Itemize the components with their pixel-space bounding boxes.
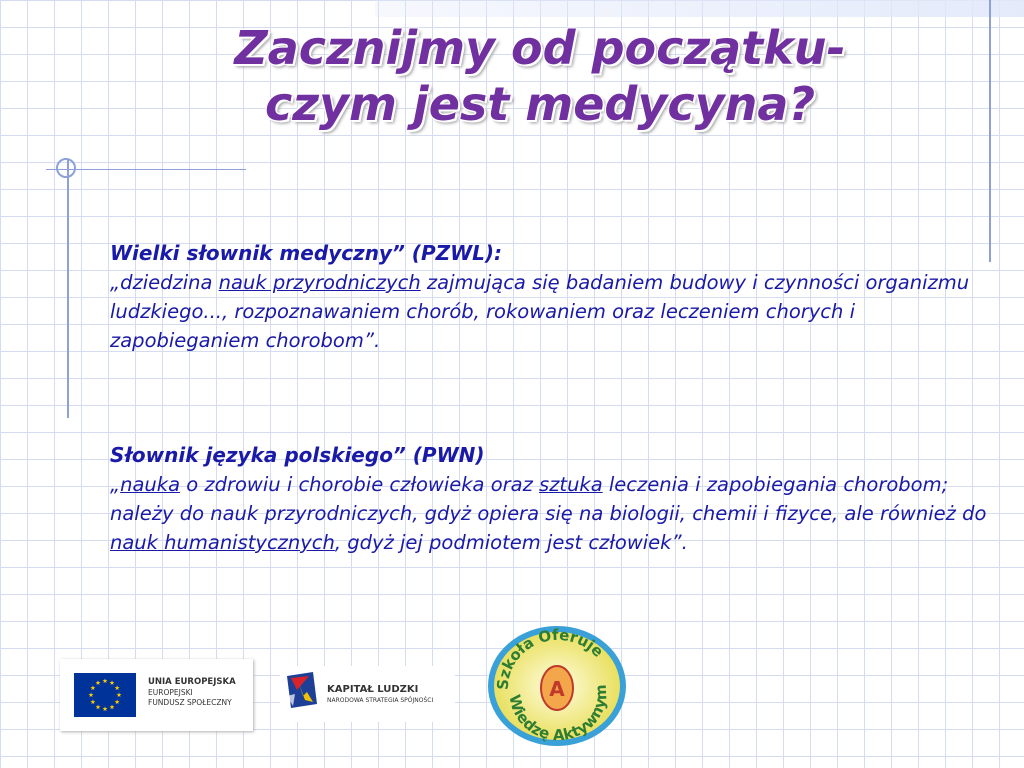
eu-line-3: FUNDUSZ SPOŁECZNY [148,698,232,707]
decor-line-horizontal [46,169,246,170]
kapital-ludzki-text [327,683,433,705]
top-decor-band [375,0,1024,17]
kapital-ludzki-icon [283,670,319,710]
link-sztuka[interactable]: sztuka [539,473,603,496]
link-nauka[interactable]: nauka [120,473,181,496]
page-title [150,20,930,132]
kl-line-2: NARODOWA STRATEGIA SPÓJNOŚCI [327,697,434,704]
decor-line-right [989,0,991,262]
text-fragment: zajmująca się badaniem budowy i czynności organizmu ludzkiego..., rozpoznawaniem chorób, rokowaniem oraz leczeniem chorych i zapobieganiem chorobom”. [110,271,970,352]
text-fragment: „ [110,473,121,496]
eu-logo [60,659,253,731]
text-fragment: leczenia i zapobiegania chorobom; należy do nauk przyrodniczych, gdyż opiera się na biologii, chemii i fizyce, ale również do [110,473,987,525]
school-emblem-icon [486,624,628,748]
school-letter: A [549,677,565,701]
title-line-1: Zacznijmy od początku- [234,21,846,75]
eu-line-1: UNIA EUROPEJSKA [148,677,236,687]
circle-decoration-icon [56,158,76,178]
definition-pwn [110,441,995,557]
eu-logo-text [148,676,236,708]
text-fragment: „dziedzina [110,271,219,294]
title-line-2: czym jest medycyna? [264,77,816,131]
eu-line-2: EUROPEJSKI [148,688,193,697]
decor-line-left [67,160,69,418]
text-fragment: , gdyż jej podmiotem jest człowiek”. [334,531,688,554]
definition-text [110,470,995,557]
definition-source: Wielki słownik medyczny” (PZWL): [110,241,503,265]
link-nauk-humanistycznych[interactable]: nauk humanistycznych [110,531,335,554]
definition-text [110,268,990,355]
kapital-ludzki-logo [280,666,455,722]
text-fragment: o zdrowiu i chorobie człowieka oraz [180,473,540,496]
definition-pzwl [110,239,990,355]
eu-flag-icon [74,673,136,717]
kl-line-1: KAPITAŁ LUDZKI [327,684,419,695]
school-arc-bottom: Wiedzę Aktywnym [505,684,611,745]
school-arc-top: Szkoła Oferuje [493,625,608,691]
link-nauk-przyrodniczych[interactable]: nauk przyrodniczych [218,271,421,294]
definition-source: Słownik języka polskiego” (PWN) [110,443,485,467]
